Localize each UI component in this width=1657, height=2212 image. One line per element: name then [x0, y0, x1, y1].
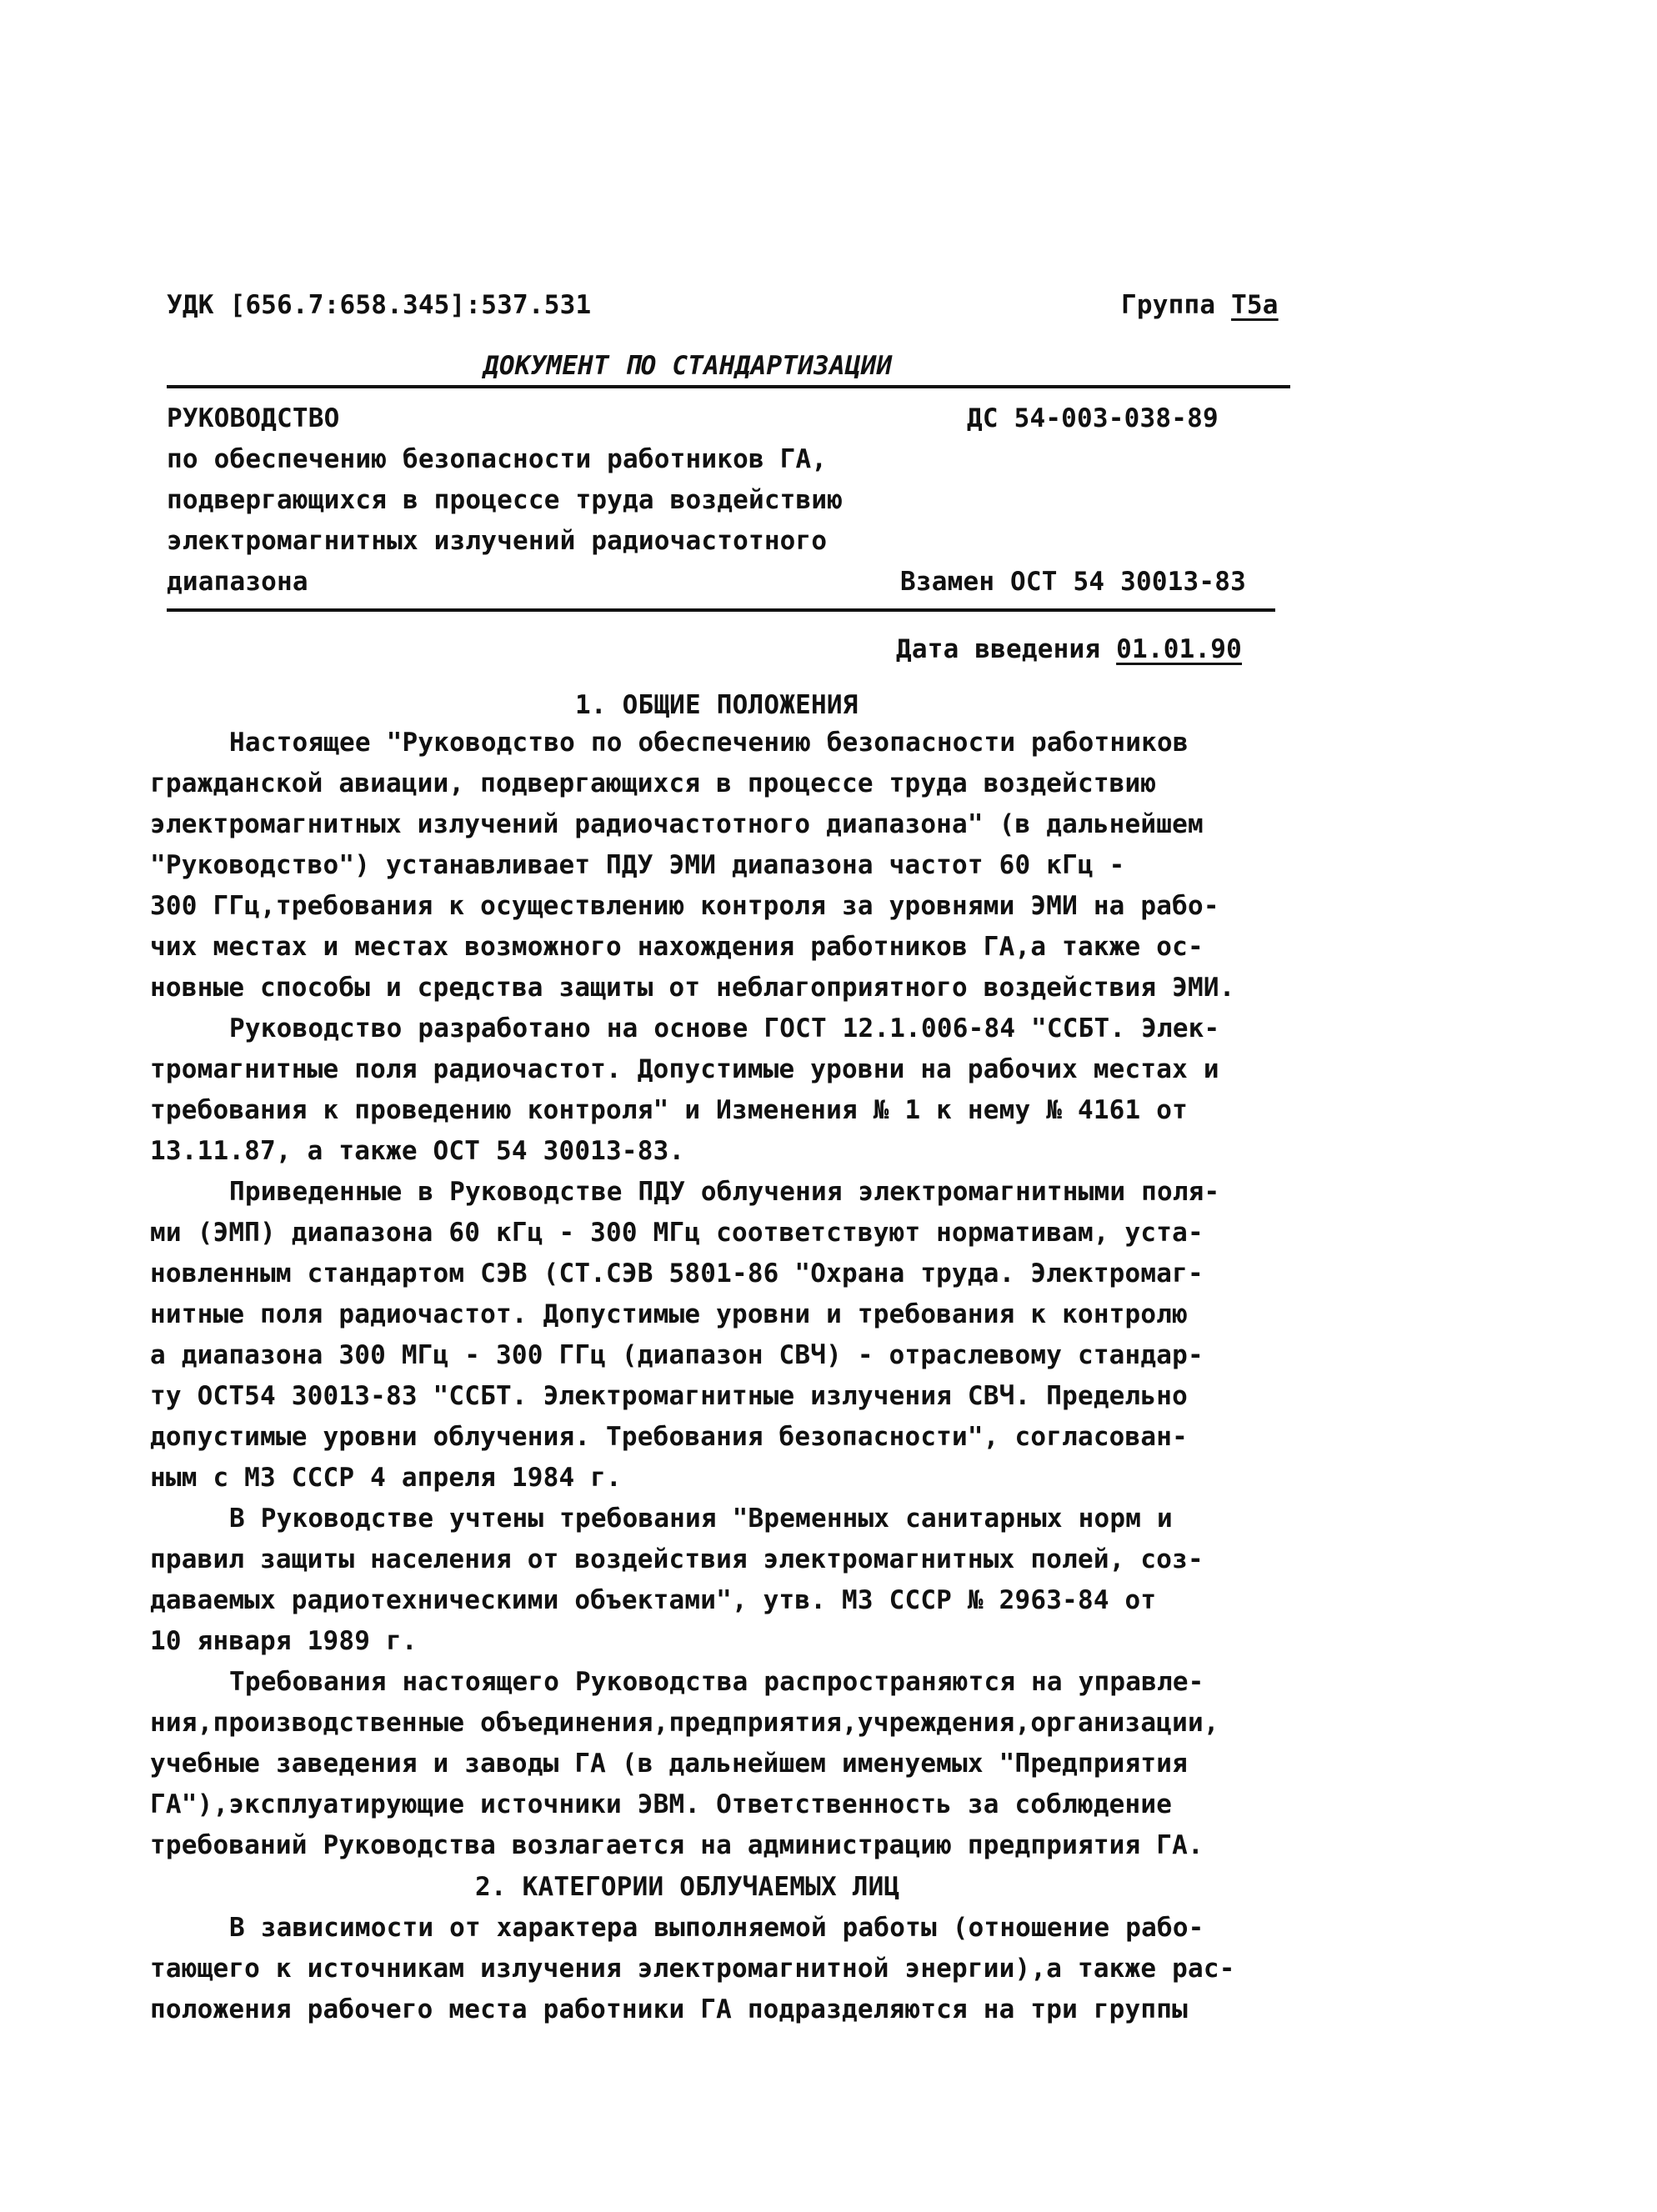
paragraph [150, 723, 1317, 1008]
paragraph-line: а диапазона 300 МГц - 300 ГГц (диапазон СВЧ) - отраслевому стандар- [150, 1340, 1204, 1370]
paragraph-line: ным с МЗ СССР 4 апреля 1984 г. [150, 1463, 622, 1493]
title-line: электромагнитных излучений радиочастотного [167, 526, 828, 556]
top-rule [167, 385, 1290, 388]
paragraph [150, 1662, 1317, 1866]
paragraph-line: ГА"),эксплуатирующие источники ЭВМ. Ответственность за соблюдение [150, 1789, 1173, 1819]
group-label: Группа [1121, 290, 1216, 320]
paragraph-line: даваемых радиотехническими объектами", утв. МЗ СССР № 2963-84 от [150, 1585, 1157, 1615]
intro-date: 01.01.90 [1116, 634, 1243, 664]
paragraph-line: Настоящее "Руководство по обеспечению безопасности работников [229, 728, 1189, 758]
intro-date-label: Дата введения [896, 634, 1101, 664]
udk-code: УДК [656.7:658.345]:537.531 [167, 290, 592, 320]
paragraph-line: ту ОСТ54 30013-83 "ССБТ. Электромагнитные излучения СВЧ. Предельно [150, 1381, 1188, 1411]
paragraph-line: гражданской авиации, подвергающихся в процессе труда воздействию [150, 768, 1157, 798]
paragraph [150, 1908, 1317, 2030]
group-label-wrap [1121, 285, 1279, 326]
paragraph-line: 13.11.87, а также ОСТ 54 30013-83. [150, 1136, 685, 1166]
paragraph-line: электромагнитных излучений радиочастотного диапазона" (в дальнейшем [150, 809, 1204, 839]
paragraph-line: чих местах и местах возможного нахождения работников ГА,а также ос- [150, 932, 1204, 962]
paragraph-line: нитные поля радиочастот. Допустимые уровни и требования к контролю [150, 1299, 1188, 1329]
section-heading: 1. ОБЩИЕ ПОЛОЖЕНИЯ [575, 690, 859, 720]
paragraph-line: учебные заведения и заводы ГА (в дальнейшем именуемых "Предприятия [150, 1749, 1188, 1779]
paragraph-line: новленным стандартом СЭВ (СТ.СЭВ 5801-86 "Охрана труда. Электромаг- [150, 1259, 1204, 1289]
paragraph-line: В Руководстве учтены требования "Временных санитарных норм и [229, 1504, 1173, 1534]
paragraph-line: ми (ЭМП) диапазона 60 кГц - 300 МГц соответствуют нормативам, уста- [150, 1218, 1204, 1248]
paragraph-line: тающего к источникам излучения электромагнитной энергии),а также рас- [150, 1954, 1235, 1984]
paragraph-line: Руководство разработано на основе ГОСТ 12.1.006-84 "ССБТ. Элек- [229, 1013, 1220, 1043]
intro-date-wrap [896, 629, 1242, 670]
paragraph-line: В зависимости от характера выполняемой работы (отношение рабо- [229, 1913, 1204, 1943]
paragraph-line: 300 ГГц,требования к осуществлению контроля за уровнями ЭМИ на рабо- [150, 891, 1219, 921]
doc-type-heading: ДОКУМЕНТ ПО СТАНДАРТИЗАЦИИ [483, 351, 893, 381]
section-2-body [150, 1908, 1317, 2030]
bottom-rule [167, 608, 1275, 612]
title-line: диапазона [167, 567, 308, 597]
paragraph-line: ния,производственные объединения,предприятия,учреждения,организации, [150, 1708, 1219, 1738]
paragraph [150, 1499, 1317, 1662]
doc-number: ДС 54-003-038-89 [967, 403, 1219, 433]
section-heading: 2. КАТЕГОРИИ ОБЛУЧАЕМЫХ ЛИЦ [475, 1872, 900, 1902]
title-block [167, 398, 843, 603]
group-code: Т5а [1231, 290, 1279, 320]
paragraph-line: Требования настоящего Руководства распространяются на управле- [229, 1667, 1204, 1697]
title-line: по обеспечению безопасности работников ГА, [167, 444, 828, 474]
title-line: РУКОВОДСТВО [167, 403, 340, 433]
paragraph-line: "Руководство") устанавливает ПДУ ЭМИ диапазона частот 60 кГц - [150, 850, 1125, 880]
replaces-standard: Взамен ОСТ 54 30013-83 [900, 567, 1246, 597]
paragraph-line: Приведенные в Руководстве ПДУ облучения электромагнитными поля- [229, 1177, 1220, 1207]
paragraph-line: правил защиты населения от воздействия электромагнитных полей, соз- [150, 1544, 1204, 1574]
paragraph-line: положения рабочего места работники ГА подразделяются на три группы [150, 1994, 1188, 2024]
paragraph-line: тромагнитные поля радиочастот. Допустимые уровни на рабочих местах и [150, 1054, 1219, 1084]
paragraph-line: требования к проведению контроля" и Изменения № 1 к нему № 4161 от [150, 1095, 1188, 1125]
paragraph [150, 1008, 1317, 1172]
title-line: подвергающихся в процессе труда воздействию [167, 485, 844, 515]
section-1-body [150, 723, 1317, 1866]
paragraph-line: допустимые уровни облучения. Требования безопасности", согласован- [150, 1422, 1188, 1452]
paragraph-line: требований Руководства возлагается на администрацию предприятия ГА. [150, 1830, 1204, 1860]
paragraph-line: новные способы и средства защиты от неблагоприятного воздействия ЭМИ. [150, 973, 1235, 1003]
paragraph [150, 1172, 1317, 1499]
paragraph-line: 10 января 1989 г. [150, 1626, 418, 1656]
